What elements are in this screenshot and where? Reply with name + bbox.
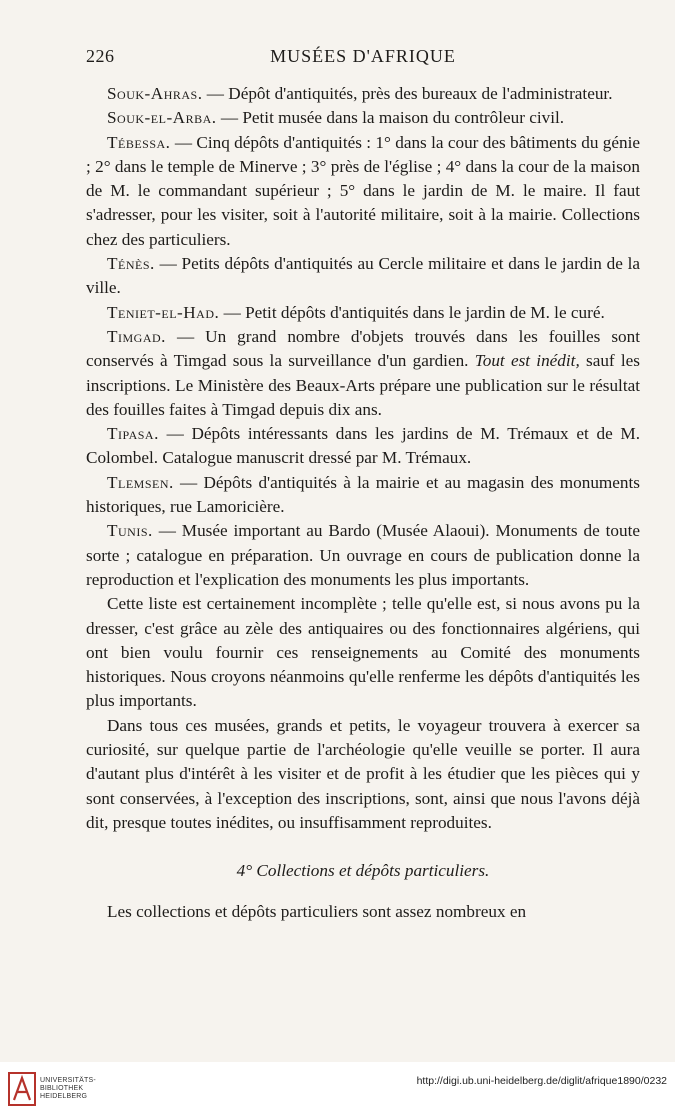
page-number: 226 <box>86 46 115 66</box>
entry-timgad <box>86 325 640 422</box>
entry-text: — Petit musée dans la maison du contrôleur civil. <box>216 108 565 128</box>
entry-tebessa <box>86 131 640 252</box>
entry-tlemsen <box>86 471 640 520</box>
entry-text: — Dépôts d'antiquités à la mairie et au magasin des monuments historiques, rue Lamoricière. <box>86 472 640 517</box>
entry-tunis <box>86 519 640 592</box>
body-text <box>86 82 640 924</box>
entry-text: — Petits dépôts d'antiquités au Cercle militaire et dans le jardin de la ville. <box>86 254 640 298</box>
library-line: UNIVERSITÄTS- <box>40 1077 96 1084</box>
entry-italic-text: Tout est inédit, <box>474 351 580 371</box>
library-name <box>40 1077 96 1101</box>
entry-text: — Cinq dépôts d'antiquités : 1° dans la cour des bâtiments du génie ; 2° dans le temple de Minerve ; 3° près de l'église ; 4° dans la cour de la maison de M. le commandant supérieur ; 5° dans le jardin de M. le maire. Il faut s'adresser, pour les visiter, soit à l'autorité militaire, soit à la mairie. Collections chez des particuliers. <box>86 132 640 249</box>
university-library-logo-icon <box>8 1072 36 1106</box>
entry-tipasa <box>86 422 640 471</box>
entry-souk-ahras <box>86 82 640 106</box>
entry-text: — Dépôts intéressants dans les jardins de M. Trémaux et de M. Colombel. Catalogue manuscrit dressé par M. Trémaux. <box>86 424 640 468</box>
entry-text: — Musée important au Bardo (Musée Alaoui). Monuments de toute sorte ; catalogue en préparation. Un ouvrage en cours de publication donne la reproduction et l'explication des monuments les plus importants. <box>86 521 640 589</box>
entry-name: Tébessa. <box>107 132 171 152</box>
entry-name: Tlemsen. <box>107 472 174 492</box>
entry-teniet-el-had <box>86 301 640 325</box>
source-url-link[interactable]: http://digi.ub.uni-heidelberg.de/diglit/afrique1890/0232 <box>416 1075 667 1087</box>
library-line: BIBLIOTHEK <box>40 1085 84 1092</box>
entry-text: — Dépôt d'antiquités, près des bureaux de l'administrateur. <box>202 84 613 103</box>
entry-souk-el-arba <box>86 106 640 130</box>
entry-name: Souk-Ahras. <box>107 84 203 103</box>
entry-text: — Petit dépôts d'antiquités dans le jardin de M. le curé. <box>219 302 605 322</box>
entry-name: Souk-el-Arba. <box>107 108 217 128</box>
entry-name: Ténès. <box>107 254 155 274</box>
entry-text: — Un grand nombre d'objets trouvés dans les fouilles sont conservés à Timgad sous la surveillance d'un gardien. <box>86 326 640 371</box>
entry-name: Timgad. <box>107 326 166 346</box>
library-line: HEIDELBERG <box>40 1093 88 1100</box>
entry-tenes <box>86 252 640 301</box>
paragraph-liste: Cette liste est certainement incomplète ; telle qu'elle est, si nous avons pu la dresser, c'est grâce au zèle des antiquaires ou des fonctionnaires algériens, qui ont bien voulu fournir ces renseignements au Comité des monuments historiques. Nous croyons néanmoins qu'elle renferme les dépôts d'antiquités les plus importants. <box>86 594 640 711</box>
last-line: Les collections et dépôts particuliers sont assez nombreux en <box>107 901 527 921</box>
footer-bar <box>0 1062 675 1115</box>
entry-name: Tunis. <box>107 521 153 541</box>
running-title: MUSÉES D'AFRIQUE <box>270 46 456 66</box>
entry-name: Tipasa. <box>107 424 159 444</box>
paragraph-musees: Dans tous ces musées, grands et petits, le voyageur trouvera à exercer sa curiosité, sur quelque partie de l'archéologie qu'elle veuille se porter. Il aura d'autant plus d'intérêt à les visiter et de profit à les étudier que les pièces qui y sont conservées, à l'exception des inscriptions, sont, ainsi que nous l'avons déjà dit, presque toutes inédites, ou insuffisamment reproduites. <box>86 715 640 832</box>
section-subheading: 4° Collections et dépôts particuliers. <box>236 861 490 881</box>
entry-name: Teniet-el-Had. <box>107 302 220 322</box>
page-header <box>86 46 640 70</box>
entry-text-after: sauf les inscriptions. Le Ministère des Beaux-Arts prépare une publication sur le résultat des fouilles faites à Timgad depuis dix ans. <box>86 351 640 419</box>
